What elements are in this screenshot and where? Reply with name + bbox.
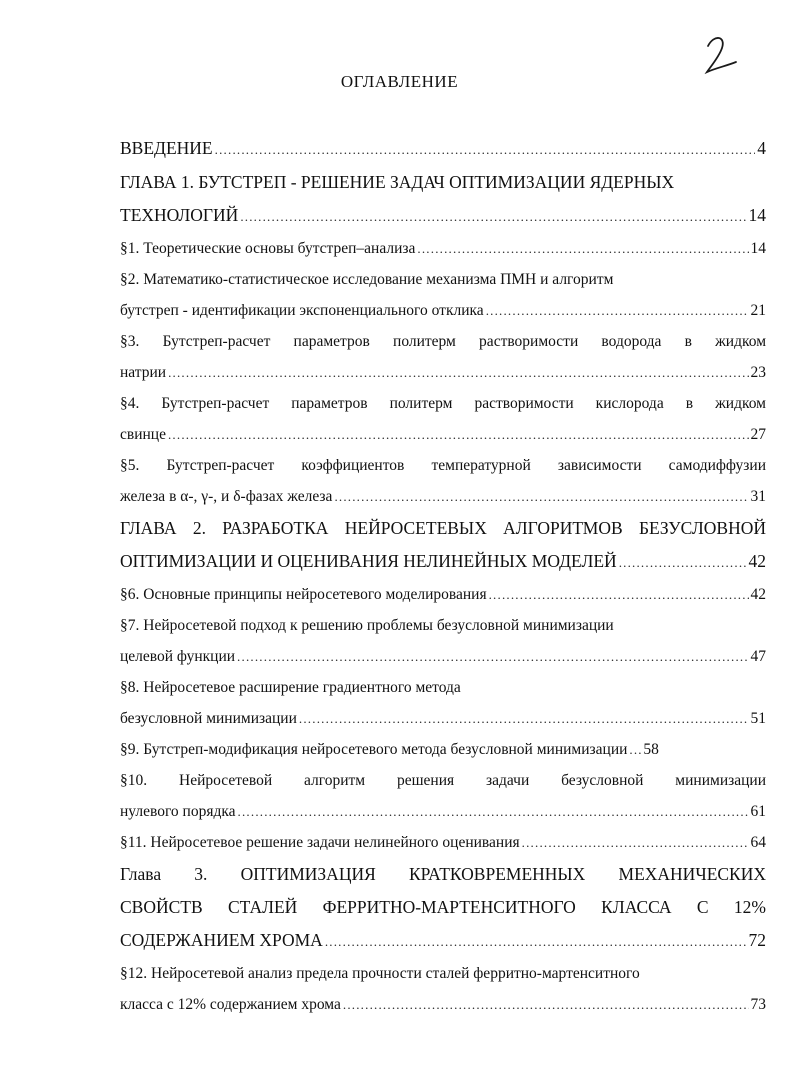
leader-dots [240, 200, 746, 233]
leader-dots [299, 703, 749, 734]
toc-line [120, 765, 766, 796]
toc-line [120, 796, 766, 827]
toc-line [120, 989, 766, 1020]
leader-dots [343, 989, 749, 1020]
toc-page-number: 51 [750, 710, 766, 727]
toc-entry-section-10[interactable] [120, 765, 766, 827]
toc-page-number: 31 [750, 488, 766, 505]
toc-entry-section-6[interactable] [120, 579, 766, 610]
toc-page-number: 14 [750, 240, 766, 257]
leader-dots [486, 295, 749, 326]
toc-entry-text: бутстреп - идентификации экспоненциального отклика [120, 302, 484, 319]
toc-page-number: 42 [750, 586, 766, 603]
table-of-contents [120, 132, 766, 1020]
toc-line [120, 924, 766, 958]
toc-line [120, 357, 766, 388]
toc-line [120, 891, 766, 924]
toc-entry-section-1[interactable] [120, 233, 766, 264]
toc-entry-text: целевой функции [120, 648, 236, 665]
toc-line [120, 610, 766, 641]
toc-entry-text: §12. Нейросетевой анализ предела прочности сталей ферритно-мартенситного [120, 965, 640, 982]
leader-dots [215, 133, 756, 166]
leader-dots [237, 641, 748, 672]
toc-entry-chapter-2[interactable] [120, 512, 766, 579]
toc-line [120, 326, 766, 357]
toc-line [120, 481, 766, 512]
toc-entry-section-4[interactable] [120, 388, 766, 450]
toc-line [120, 827, 766, 858]
toc-entry-text: §6. Основные принципы нейросетевого моделирования [120, 586, 487, 603]
toc-line [120, 512, 766, 545]
leader-dots [629, 734, 641, 765]
toc-line [120, 166, 766, 199]
leader-dots [334, 481, 748, 512]
toc-entry-section-11[interactable] [120, 827, 766, 858]
toc-line [120, 958, 766, 989]
toc-line [120, 199, 766, 233]
toc-page-number: 61 [750, 803, 766, 820]
toc-entry-chapter-3[interactable] [120, 858, 766, 958]
leader-dots [168, 419, 749, 450]
toc-line [120, 450, 766, 481]
toc-line [120, 734, 766, 765]
toc-entry-section-12[interactable] [120, 958, 766, 1020]
toc-page-number: 4 [757, 138, 766, 158]
toc-page-number: 27 [750, 426, 766, 443]
toc-line [120, 132, 766, 166]
toc-page-number: 21 [750, 302, 766, 319]
toc-entry-text: Глава 3. ОПТИМИЗАЦИЯ КРАТКОВРЕМЕННЫХ МЕХАНИЧЕСКИХ [120, 864, 766, 884]
leader-dots [489, 579, 749, 610]
toc-line [120, 703, 766, 734]
toc-entry-text: §1. Теоретические основы бутстреп–анализа [120, 240, 416, 257]
toc-entry-text: натрии [120, 364, 167, 381]
toc-line [120, 233, 766, 264]
toc-entry-introduction[interactable] [120, 132, 766, 166]
leader-dots [417, 233, 748, 264]
toc-page-number: 64 [750, 834, 766, 851]
toc-entry-text: ТЕХНОЛОГИЙ [120, 205, 239, 225]
toc-line [120, 388, 766, 419]
page-title: ОГЛАВЛЕНИЕ [340, 72, 459, 91]
toc-entry-text: ГЛАВА 2. РАЗРАБОТКА НЕЙРОСЕТЕВЫХ АЛГОРИТМОВ БЕЗУСЛОВНОЙ [120, 518, 766, 538]
toc-line [120, 264, 766, 295]
toc-entry-text: §3. Бутстреп-расчет параметров политерм растворимости водорода в жидком [120, 333, 766, 350]
toc-entry-section-3[interactable] [120, 326, 766, 388]
toc-page-number: 47 [750, 648, 766, 665]
toc-line [120, 545, 766, 579]
toc-entry-text: класса с 12% содержанием хрома [120, 996, 341, 1013]
toc-entry-text: §10. Нейросетевой алгоритм решения задачи безусловной минимизации [120, 772, 766, 789]
toc-page-number: 73 [750, 996, 766, 1013]
toc-entry-text: §5. Бутстреп-расчет коэффициентов температурной зависимости самодиффузии [120, 457, 766, 474]
toc-line [120, 419, 766, 450]
leader-dots [168, 357, 748, 388]
leader-dots [522, 827, 749, 858]
toc-entry-text: безусловной минимизации [120, 710, 297, 727]
handwritten-page-number [700, 28, 740, 78]
toc-entry-text: ГЛАВА 1. БУТСТРЕП - РЕШЕНИЕ ЗАДАЧ ОПТИМИЗАЦИИ ЯДЕРНЫХ [120, 172, 675, 192]
toc-entry-text: железа в α-, γ-, и δ-фазах железа [120, 488, 333, 505]
toc-entry-text: §4. Бутстреп-расчет параметров политерм растворимости кислорода в жидком [120, 395, 766, 412]
toc-entry-text: СОДЕРЖАНИЕМ ХРОМА [120, 930, 323, 950]
toc-entry-section-8[interactable] [120, 672, 766, 734]
toc-line [120, 858, 766, 891]
leader-dots [619, 546, 747, 579]
leader-dots [325, 925, 747, 958]
toc-line [120, 672, 766, 703]
toc-entry-section-2[interactable] [120, 264, 766, 326]
toc-entry-text: §9. Бутстреп-модификация нейросетевого метода безусловной минимизации [120, 741, 628, 758]
toc-entry-section-5[interactable] [120, 450, 766, 512]
toc-entry-text: §8. Нейросетевое расширение градиентного метода [120, 679, 461, 696]
leader-dots [238, 796, 749, 827]
toc-entry-text: §2. Математико-статистическое исследование механизма ПМН и алгоритм [120, 271, 614, 288]
toc-entry-text: ВВЕДЕНИЕ [120, 138, 213, 158]
toc-entry-text: §11. Нейросетевое решение задачи нелинейного оценивания [120, 834, 520, 851]
toc-entry-section-9[interactable] [120, 734, 766, 765]
toc-line [120, 295, 766, 326]
toc-page-number: 42 [748, 551, 766, 571]
toc-entry-section-7[interactable] [120, 610, 766, 672]
handwritten-page-number-mark [700, 28, 740, 78]
toc-line [120, 579, 766, 610]
toc-page-number: 58 [643, 741, 659, 758]
toc-entry-text: свинце [120, 426, 166, 443]
toc-page-number: 14 [748, 205, 766, 225]
toc-entry-chapter-1[interactable] [120, 166, 766, 233]
toc-entry-text: СВОЙСТВ СТАЛЕЙ ФЕРРИТНО-МАРТЕНСИТНОГО КЛАССА С 12% [120, 897, 766, 917]
toc-entry-text: ОПТИМИЗАЦИИ И ОЦЕНИВАНИЯ НЕЛИНЕЙНЫХ МОДЕЛЕЙ [120, 551, 617, 571]
toc-entry-text: нулевого порядка [120, 803, 236, 820]
toc-page-number: 23 [750, 364, 766, 381]
toc-page-number: 72 [748, 930, 766, 950]
toc-entry-text: §7. Нейросетевой подход к решению проблемы безусловной минимизации [120, 617, 614, 634]
toc-line [120, 641, 766, 672]
